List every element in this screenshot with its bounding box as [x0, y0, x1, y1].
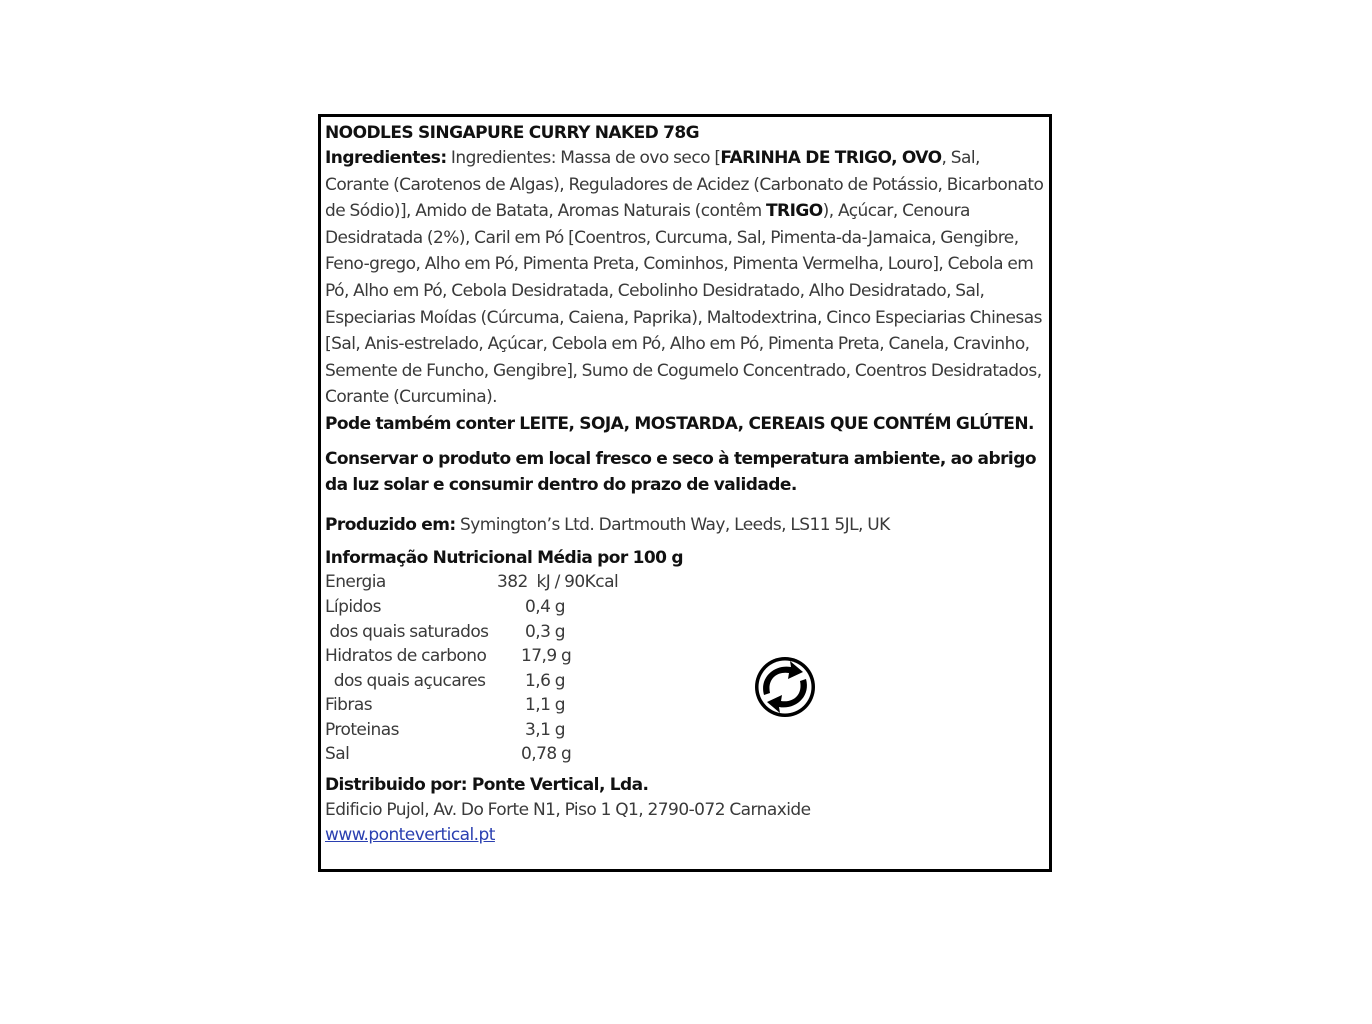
nutrition-row: [325, 644, 618, 669]
allergen-warning: Pode também conter LEITE, SOJA, MOSTARDA, CEREAIS QUE CONTÉM GLÚTEN.: [325, 413, 1034, 434]
product-title: NOODLES SINGAPURE CURRY NAKED 78G: [325, 123, 700, 143]
ingredients-label: Ingredientes:: [325, 148, 447, 168]
ingredient-segment: Ingredientes: Massa de ovo seco [: [446, 148, 721, 168]
nutrition-row: [325, 570, 618, 595]
distributor-address: Edificio Pujol, Av. Do Forte N1, Piso 1 Q1, 2790-072 Carnaxide: [325, 800, 811, 821]
nutrient-value: 1,6 g: [525, 670, 565, 691]
nutrient-name: Sal: [325, 744, 350, 765]
nutrient-value: 17,9 g: [521, 646, 572, 667]
nutrient-name: Hidratos de carbono: [325, 646, 487, 667]
ingredients-list: [325, 148, 1043, 407]
produced-label: Produzido em:: [325, 514, 456, 535]
allergen-ingredient: FARINHA DE TRIGO, OVO: [720, 148, 942, 168]
distributor-label: Distribuido por: Ponte Vertical, Lda.: [325, 775, 649, 796]
nutrient-value: 0,3 g: [525, 621, 565, 642]
nutrition-row: [325, 718, 618, 743]
ingredient-segment: ), Açúcar, Cenoura Desidratada (2%), Caril em Pó [Coentros, Curcuma, Sal, Pimenta-da-Jamaica, Gengibre, Feno-grego, Alho em Pó, Pimenta Preta, Cominhos, Pimenta Vermelha, Louro], Cebola em Pó, Alho em Pó, Cebola Desidratada, Cebolinho Desidratado, Alho Desidratado, Sal, Especiarias Moídas (Cúrcuma, Caiena, Paprika), Maltodextrina, Cinco Especiarias Chinesas [Sal, Anis-estrelado, Açúcar, Cebola em Pó, Alho em Pó, Pimenta Preta, Canela, Cravinho, Semente de Funcho, Gengibre], Sumo de Cogumelo Concentrado, Coentros Desidratados, Corante (Curcumina).: [325, 201, 1042, 408]
nutrient-name: Proteinas: [325, 719, 399, 740]
nutrient-name: dos quais açucares: [325, 670, 486, 691]
nutrition-row: [325, 742, 618, 767]
ingredients-text: [325, 145, 1044, 411]
distributor-block: [325, 773, 1044, 848]
nutrient-value: 0,4 g: [525, 596, 565, 617]
nutrient-name: dos quais saturados: [325, 621, 489, 642]
nutrition-row: [325, 595, 618, 620]
storage-instructions: Conservar o produto em local fresco e seco à temperatura ambiente, ao abrigo da luz solar e consumir dentro do prazo de validade.: [325, 448, 1036, 496]
nutrition-row: [325, 620, 618, 645]
nutrient-name: Energia: [325, 572, 386, 593]
allergen-ingredient: TRIGO: [766, 201, 823, 222]
nutrient-name: Lípidos: [325, 596, 381, 617]
nutrient-value: 0,78 g: [521, 744, 572, 765]
nutrient-value: 382 kJ / 90Kcal: [497, 572, 619, 593]
nutrition-row: [325, 669, 618, 694]
produced-in: [325, 512, 1044, 539]
product-label: [318, 114, 1052, 872]
nutrient-value: 3,1 g: [525, 719, 565, 740]
nutrition-table: [325, 570, 618, 767]
produced-value: Symington’s Ltd. Dartmouth Way, Leeds, LS11 5JL, UK: [455, 514, 890, 535]
nutrition-title: Informação Nutricional Média por 100 g: [325, 548, 683, 569]
ingredient-segment: , Sal, Corante (Carotenos de Algas), Reguladores de Acidez (Carbonato de Potássio, Bicarbonato de Sódio)], Amido de Batata, Aromas Naturais (contêm: [325, 148, 1044, 222]
nutrition-row: [325, 693, 618, 718]
green-dot-recycle-icon: [753, 655, 817, 719]
website-link[interactable]: www.pontevertical.pt: [325, 825, 495, 846]
nutrient-value: 1,1 g: [525, 695, 565, 716]
nutrient-name: Fibras: [325, 695, 373, 716]
